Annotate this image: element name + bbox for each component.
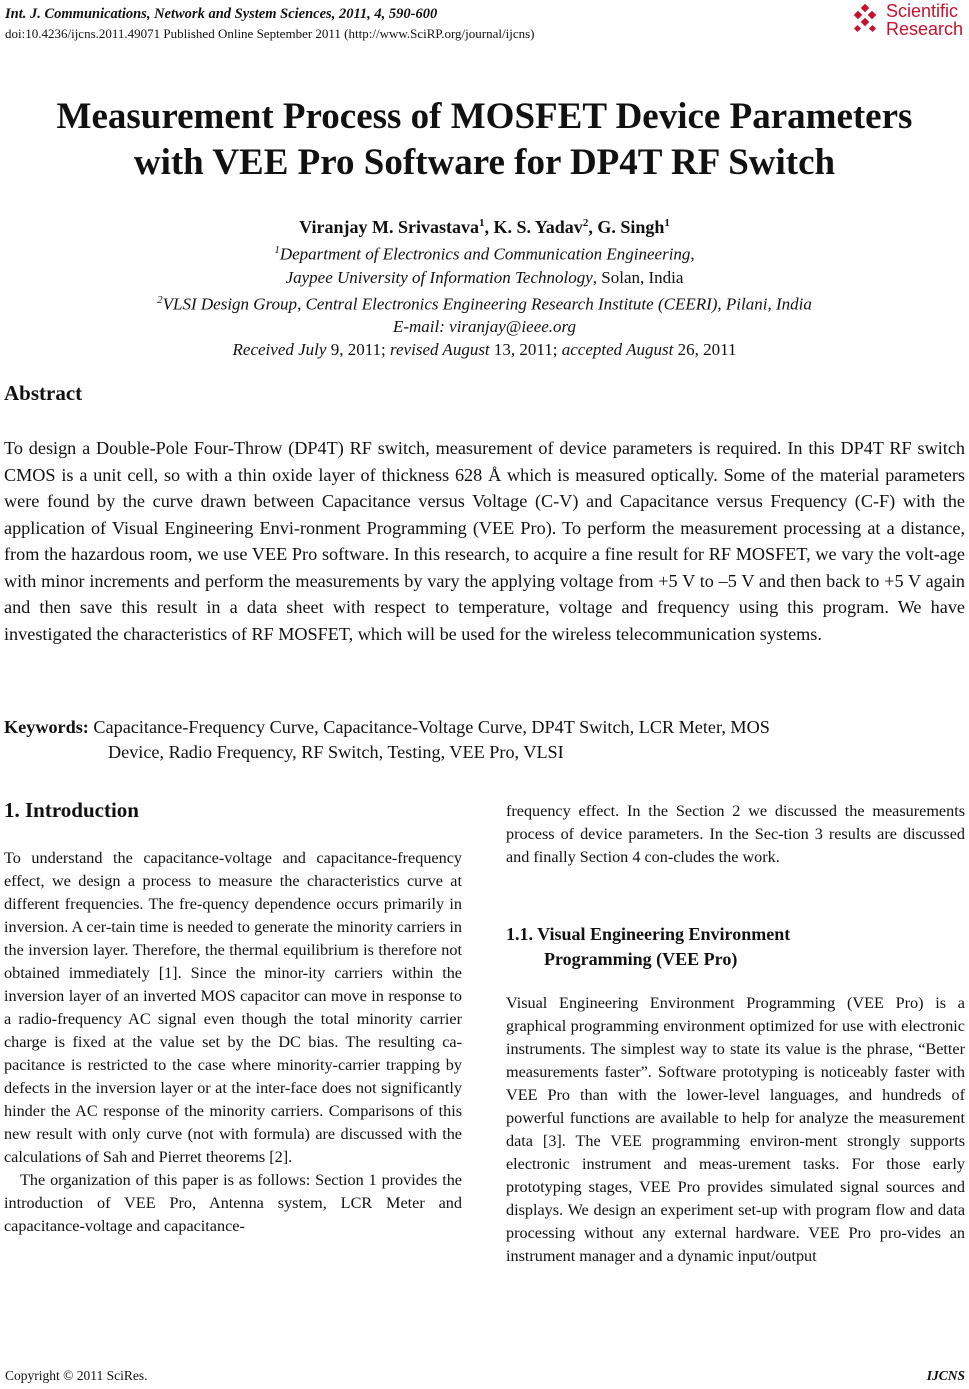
- page-footer: [5, 1368, 965, 1384]
- right-column-vee: [506, 992, 965, 1268]
- footer-journal: IJCNS: [926, 1368, 965, 1383]
- affiliation-1: $^1$Department of Electronics and Communication Engineering,: [274, 244, 695, 264]
- subsection-heading: 1.1. Visual Engineering Environment Programming (VEE Pro): [506, 924, 791, 969]
- intro-paragraph-2: The organization of this paper is as follows: Section 1 provides the introduction of VEE Pro, Antenna system, LCR Meter and capacitance-voltage and capacitance-: [4, 1171, 462, 1235]
- author-names: Viranjay M. Srivastava$^1$, K. S. Yadav$^2$, G. Singh$^1$: [299, 217, 670, 237]
- intro-paragraph-1: To understand the capacitance-voltage and capacitance-frequency effect, we design a process to measure the characteristics curve at different frequencies. The fre-quency dependence occurs primarily in inversion. A cer-tain time is needed to generate the minority carriers in the inversion layer. Therefore, the thermal equilibrium is therefore not obtained immediately [1]. Since the minor-ity carriers within the inversion layer of an inverted MOS capacitor can move in response to a radio-frequency AC signal even though the total minority carrier charge is fixed at the value set by the DC bias. The resulting ca-pacitance is restricted to the case where minority-carrier trapping by defects in the inversion layer or at the inter-face does not significantly hinder the AC response of the minority carriers. Comparisons of this new result with only curve (not with formula) are discussed with the calculations of Sah and Pierret theorems [2].: [4, 849, 462, 1166]
- left-column: [4, 847, 462, 1238]
- logo-text: Scientific Research: [885, 1, 963, 39]
- doi-line: doi:10.4236/ijcns.2011.49071 Published Online September 2011 (http://www.SciRP.org/journal/ijcns): [5, 26, 535, 41]
- copyright-text: Copyright © 2011 SciRes.: [5, 1368, 148, 1383]
- abstract-text: To design a Double-Pole Four-Throw (DP4T) RF switch, measurement of device parameters is required. In this DP4T RF switch CMOS is a unit cell, so with a thin oxide layer of thickness 628 Å which is measured optically. Some of the material parameters were found by the curve drawn between Capacitance versus Voltage (C-V) and Capacitance versus Frequency (C-F) with the application of Visual Engineering Envi-ronment Programming (VEE Pro). To perform the measurement processing at a distance, from the hazardous room, we use VEE Pro software. In this research, to acquire a fine result for RF MOSFET, we vary the volt-age with minor increments and perform the measurements by vary the applying voltage from +5 V to –5 V and then back to +5 V again and then save this result in a data sheet with respect to temperature, voltage and frequency using this program. We have investigated the characteristics of RF MOSFET, which will be used for the wireless telecommunication systems.: [4, 438, 965, 644]
- intro-paragraph-continued: frequency effect. In the Section 2 we discussed the measurements process of device parameters. In the Sec-tion 3 results are discussed and finally Section 4 con-cludes the work.: [506, 802, 965, 866]
- journal-citation: Int. J. Communications, Network and System Sciences, 2011, 4, 590-600: [5, 6, 438, 22]
- scirp-logo-icon: [850, 4, 880, 36]
- introduction-heading: 1. Introduction: [4, 798, 139, 822]
- right-column-top: [506, 800, 965, 869]
- keywords: Keywords: Capacitance-Frequency Curve, Capacitance-Voltage Curve, DP4T Switch, LCR Meter, MOS Device, Radio Frequency, RF Switch, Testing, VEE Pro, VLSI: [4, 717, 770, 762]
- author-block: [0, 212, 969, 361]
- dates-line: Received July 9, 2011; revised August 13, 2011; accepted August 26, 2011: [232, 340, 737, 360]
- abstract-heading: Abstract: [4, 381, 83, 405]
- journal-header: [5, 4, 785, 43]
- vee-paragraph: Visual Engineering Environment Programming (VEE Pro) is a graphical programming environment optimized for use with electronic instruments. The simplest way to state its value is the phrase, “Better measurements faster”. Software prototyping is noticeably faster with VEE Pro than with the lower-level languages, and hundreds of powerful functions are available to help for analyze the measurement data [3]. The VEE programming environ-ment strongly supports electronic instrument and meas-urement tasks. For those early prototyping stages, VEE Pro provides simulated signal sources and displays. We design an experiment set-up with program flow and data processing without any external hardware. VEE Pro pro-vides an instrument manager and a dynamic input/output: [506, 994, 965, 1265]
- publisher-logo[interactable]: [850, 2, 963, 38]
- affiliation-1b: Jaypee University of Information Technology, Solan, India: [285, 267, 684, 287]
- affiliation-2: $^2$VLSI Design Group, Central Electronics Engineering Research Institute (CEERI), Pilani, India: [157, 293, 812, 314]
- paper-title: Measurement Process of MOSFET Device Parameters with VEE Pro Software for DP4T RF Switch: [56, 96, 913, 183]
- email-line[interactable]: E-mail: viranjay@ieee.org: [392, 317, 577, 337]
